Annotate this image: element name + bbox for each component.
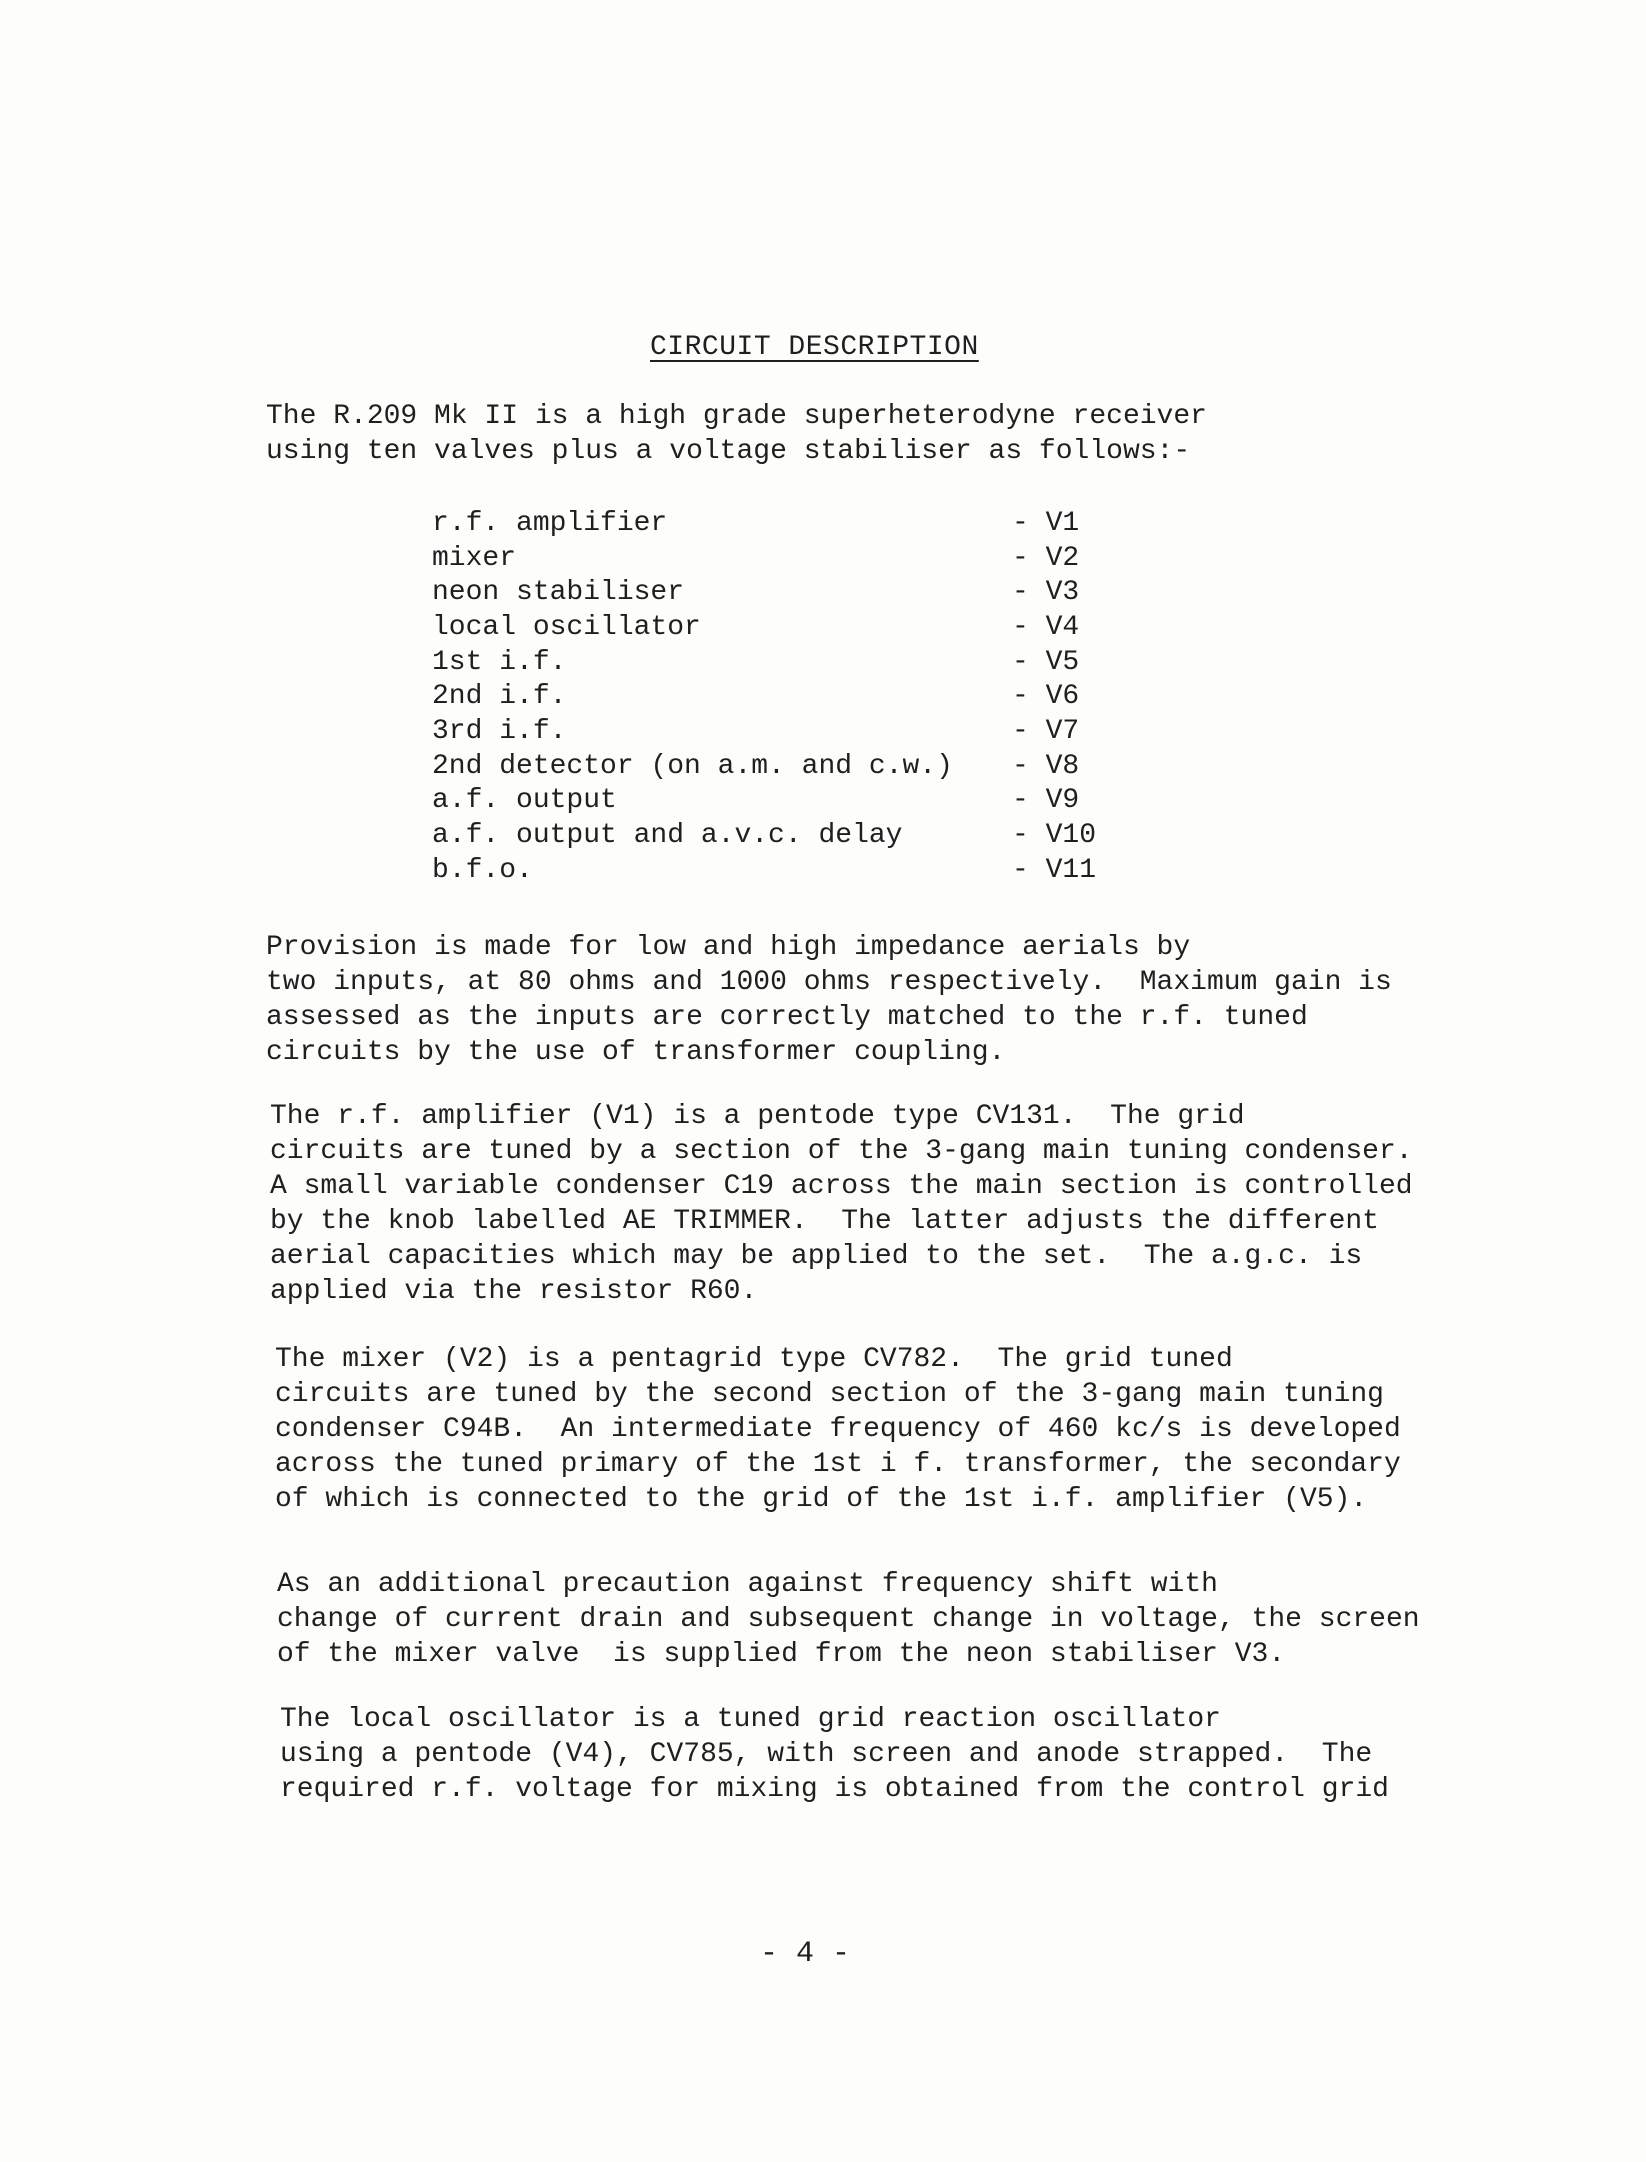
valve-id: - V7 <box>1012 715 1080 747</box>
valve-id: - V1 <box>1012 507 1080 539</box>
valve-row <box>432 714 1132 749</box>
valve-function: 3rd i.f. <box>432 715 567 747</box>
valve-id: - V4 <box>1012 611 1080 643</box>
page-number: - 4 - <box>760 1937 851 1971</box>
valve-row <box>432 679 1132 714</box>
valve-id: - V10 <box>1012 820 1097 852</box>
valve-row <box>432 610 1132 645</box>
valve-row <box>432 784 1132 819</box>
valve-row <box>432 749 1132 784</box>
valve-function: 2nd detector (on a.m. and c.w.) <box>432 750 953 782</box>
valve-id: - V9 <box>1012 785 1080 817</box>
valve-function: neon stabiliser <box>432 577 685 609</box>
valve-function: 2nd i.f. <box>432 681 567 713</box>
valve-row <box>432 575 1132 610</box>
valve-function: local oscillator <box>432 611 701 643</box>
valve-row <box>432 645 1132 680</box>
valve-row <box>432 506 1132 541</box>
valve-function: a.f. output and a.v.c. delay <box>432 820 903 852</box>
valve-id: - V8 <box>1012 750 1080 782</box>
valve-id: - V3 <box>1012 577 1080 609</box>
valve-id: - V11 <box>1012 854 1097 886</box>
valve-id: - V2 <box>1012 542 1080 574</box>
page-title: CIRCUIT DESCRIPTION <box>650 332 979 363</box>
valve-row <box>432 853 1132 888</box>
valve-id: - V6 <box>1012 681 1080 713</box>
valve-function: mixer <box>432 542 517 574</box>
intro-paragraph: The R.209 Mk II is a high grade superheterodyne receiver using ten valves plus a voltage stabiliser as follows:- <box>266 401 1207 467</box>
oscillator-paragraph: The local oscillator is a tuned grid reaction oscillator using a pentode (V4), CV785, with screen and anode strapped. The required r.f. voltage for mixing is obtained from the control grid <box>280 1704 1389 1805</box>
valve-function: b.f.o. <box>432 854 533 886</box>
valve-function: r.f. amplifier <box>432 507 668 539</box>
mixer-paragraph: The mixer (V2) is a pentagrid type CV782. The grid tuned circuits are tuned by the second section of the 3-gang main tuning condenser C94B. An intermediate frequency of 460 kc/s is developed across the tuned primary of the 1st i f. transformer, the secondary of which is connected to the grid of the 1st i.f. amplifier (V5). <box>275 1344 1401 1515</box>
valve-function: 1st i.f. <box>432 646 567 678</box>
precaution-paragraph: As an additional precaution against frequency shift with change of current drain and subsequent change in voltage, the screen of the mixer valve is supplied from the neon stabiliser V3. <box>277 1569 1420 1670</box>
valve-row <box>432 818 1132 853</box>
valve-list <box>432 506 1132 888</box>
valve-row <box>432 541 1132 576</box>
valve-id: - V5 <box>1012 646 1080 678</box>
rf-amplifier-paragraph: The r.f. amplifier (V1) is a pentode type CV131. The grid circuits are tuned by a section of the 3-gang main tuning condenser. A small variable condenser C19 across the main section is controlled by the knob labelled AE TRIMMER. The latter adjusts the different aerial capacities which may be applied to the set. The a.g.c. is applied via the resistor R60. <box>270 1101 1413 1307</box>
aerials-paragraph: Provision is made for low and high impedance aerials by two inputs, at 80 ohms and 1000 ohms respectively. Maximum gain is assessed as the inputs are correctly matched to the r.f. tuned circuits by the use of transformer coupling. <box>266 932 1392 1068</box>
valve-function: a.f. output <box>432 785 617 817</box>
